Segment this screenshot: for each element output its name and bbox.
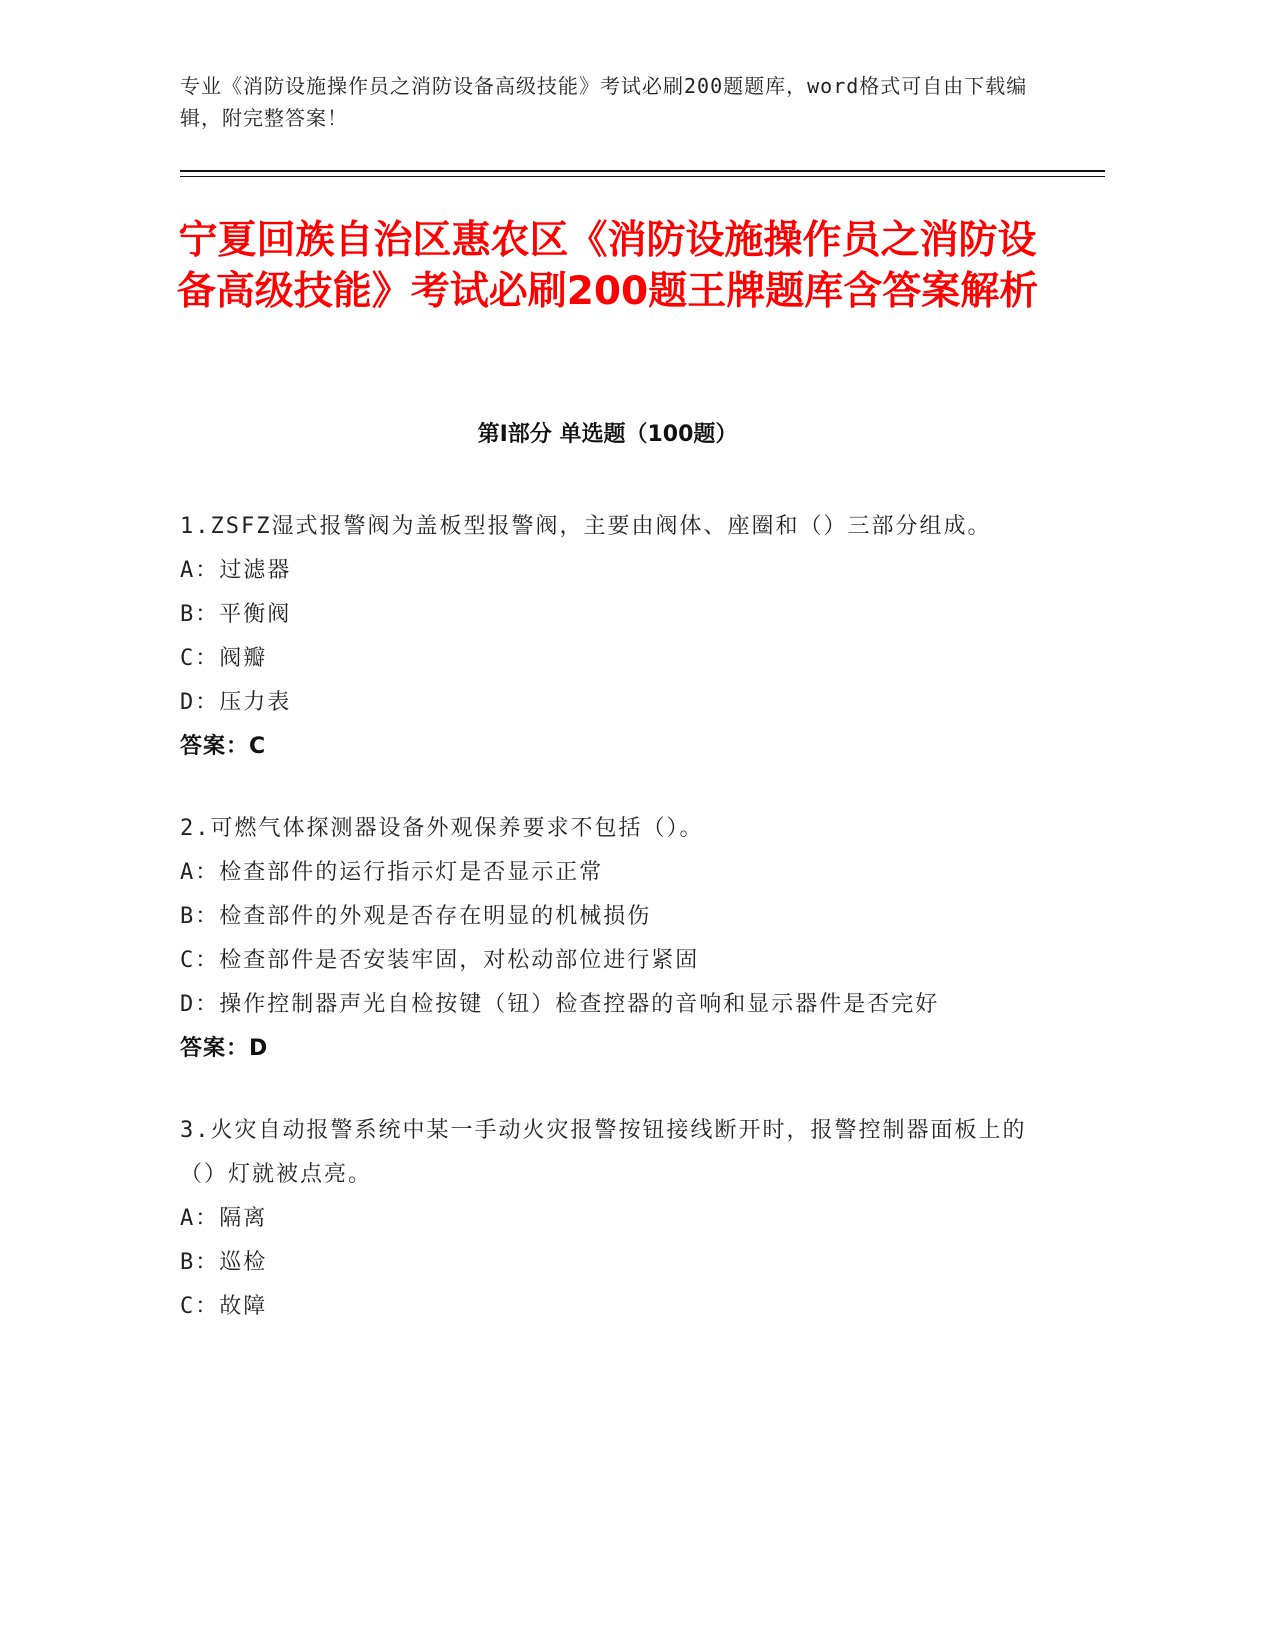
question-list <box>180 505 1040 1367</box>
option-c: C：阀瓣 <box>180 646 268 671</box>
option-b: B：平衡阀 <box>180 602 292 627</box>
option-b: B：检查部件的外观是否存在明显的机械损伤 <box>180 904 652 929</box>
document-title: 宁夏回族自治区惠农区《消防设施操作员之消防设备高级技能》考试必刷200题王牌题库含答案解析 <box>176 218 1039 314</box>
answer-label: 答案：D <box>180 1036 269 1061</box>
answer-label: 答案：C <box>180 734 267 759</box>
option-b: B：巡检 <box>180 1250 268 1275</box>
option-a: A：隔离 <box>180 1206 268 1231</box>
option-c: C：故障 <box>180 1294 268 1319</box>
question-stem: 1.ZSFZ湿式报警阀为盖板型报警阀，主要由阀体、座圈和（）三部分组成。 <box>180 514 992 539</box>
question-stem: 2.可燃气体探测器设备外观保养要求不包括（）。 <box>180 816 704 841</box>
question-stem: 3.火灾自动报警系统中某一手动火灾报警按钮接线断开时，报警控制器面板上的（）灯就被点亮。 <box>180 1118 1027 1187</box>
option-d: D：操作控制器声光自检按键（钮）检查控器的音响和显示器件是否完好 <box>180 992 940 1017</box>
header-divider-thin <box>180 176 1105 177</box>
section-heading: 第Ⅰ部分 单选题（100题） <box>477 422 738 447</box>
header-divider-thick <box>180 170 1105 172</box>
option-d: D：压力表 <box>180 690 292 715</box>
header-note: 专业《消防设施操作员之消防设备高级技能》考试必刷200题题库，word格式可自由下载编辑，附完整答案！ <box>180 74 1028 130</box>
option-c: C：检查部件是否安装牢固，对松动部位进行紧固 <box>180 948 700 973</box>
question-2 <box>180 807 1040 1071</box>
option-a: A：过滤器 <box>180 558 292 583</box>
question-1 <box>180 505 1040 769</box>
option-a: A：检查部件的运行指示灯是否显示正常 <box>180 860 604 885</box>
question-3 <box>180 1109 1040 1329</box>
